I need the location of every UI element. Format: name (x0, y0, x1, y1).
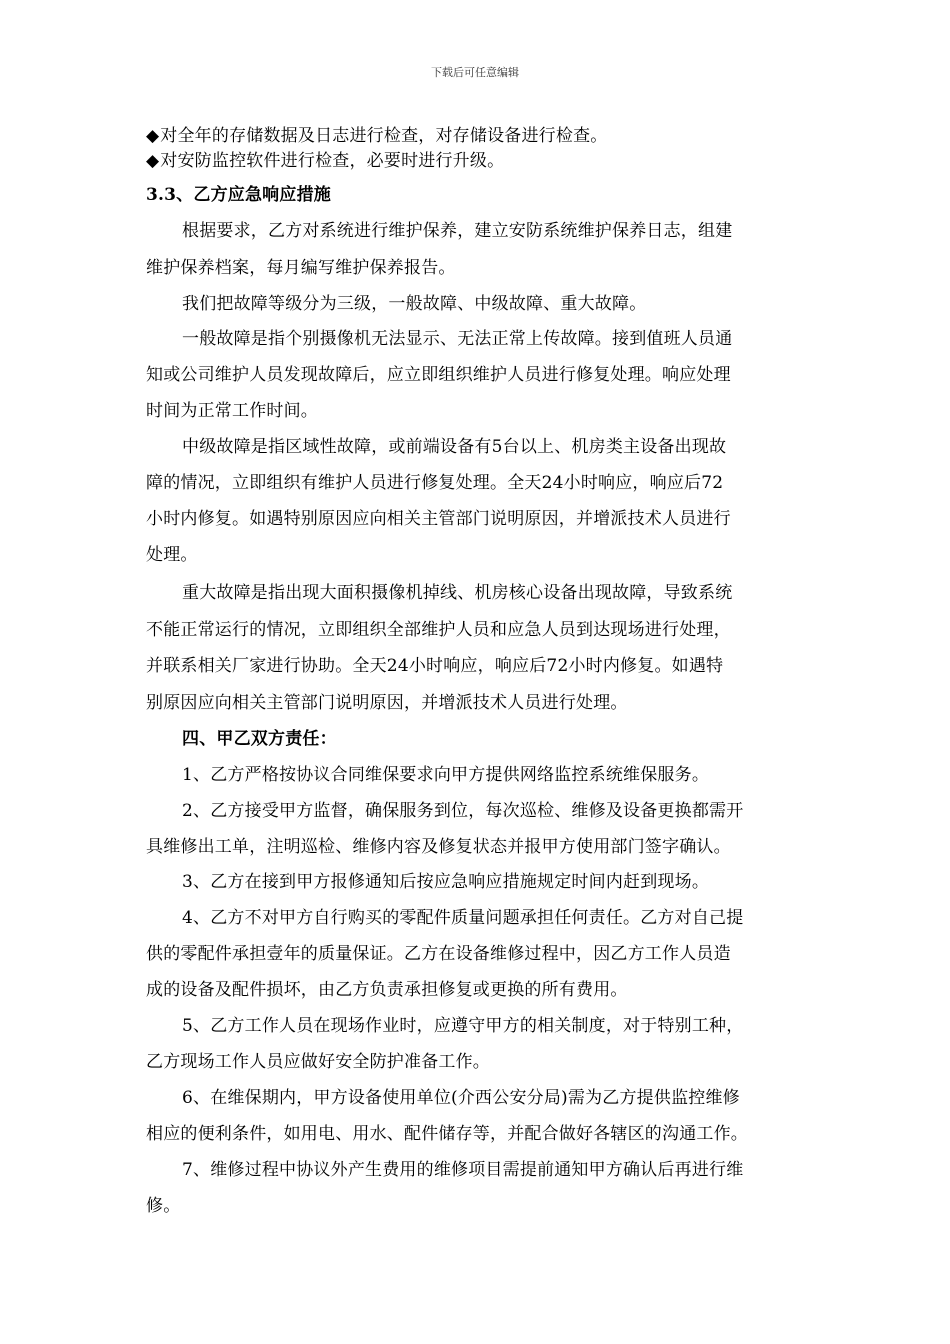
bullet-item (146, 124, 806, 148)
paragraph-line: 成的设备及配件损坏，由乙方负责承担修复或更换的所有费用。 (146, 980, 628, 1000)
bullet-text: 对安防监控软件进行检查，必要时进行升级。 (160, 151, 505, 171)
section-heading-3-3: 3.3、乙方应急响应措施 (146, 185, 331, 205)
paragraph-line: 4、乙方不对甲方自行购买的零配件质量问题承担任何责任。乙方对自己提 (182, 908, 744, 928)
paragraph-line: 重大故障是指出现大面积摄像机掉线、机房核心设备出现故障，导致系统 (182, 583, 733, 603)
paragraph-line: 并联系相关厂家进行协助。全天24小时响应，响应后72小时内修复。如遇特 (146, 656, 724, 676)
paragraph-line: 时间为正常工作时间。 (146, 401, 318, 421)
bullet-text: 对全年的存储数据及日志进行检查，对存储设备进行检查。 (160, 126, 608, 146)
paragraph-line: 供的零配件承担壹年的质量保证。乙方在设备维修过程中，因乙方工作人员造 (146, 944, 731, 964)
paragraph-line: 中级故障是指区域性故障，或前端设备有5台以上、机房类主设备出现故 (182, 437, 727, 457)
paragraph-line: 5、乙方工作人员在现场作业时，应遵守甲方的相关制度，对于特别工种， (182, 1016, 744, 1036)
bullet-item (146, 149, 806, 173)
paragraph-line: 别原因应向相关主管部门说明原因，并增派技术人员进行处理。 (146, 693, 628, 713)
paragraph-line: 7、维修过程中协议外产生费用的维修项目需提前通知甲方确认后再进行维 (182, 1160, 744, 1180)
paragraph-line: 2、乙方接受甲方监督，确保服务到位，每次巡检、维修及设备更换都需开 (182, 801, 744, 821)
paragraph-line: 3、乙方在接到甲方报修通知后按应急响应措施规定时间内赶到现场。 (182, 872, 710, 892)
paragraph-line: 一般故障是指个别摄像机无法显示、无法正常上传故障。接到值班人员通 (182, 329, 733, 349)
paragraph-line: 我们把故障等级分为三级，一般故障、中级故障、重大故障。 (182, 294, 647, 314)
paragraph-line: 修。 (146, 1196, 181, 1216)
paragraph-line: 维护保养档案，每月编写维护保养报告。 (146, 258, 456, 278)
paragraph-line: 障的情况，立即组织有维护人员进行修复处理。全天24小时响应，响应后72 (146, 473, 724, 493)
paragraph-line: 相应的便利条件，如用电、用水、配件储存等，并配合做好各辖区的沟通工作。 (146, 1124, 748, 1144)
paragraph-line: 乙方现场工作人员应做好安全防护准备工作。 (146, 1052, 490, 1072)
paragraph-line: 知或公司维护人员发现故障后，应立即组织维护人员进行修复处理。响应处理 (146, 365, 731, 385)
paragraph-line: 处理。 (146, 545, 198, 565)
paragraph-line: 根据要求，乙方对系统进行维护保养，建立安防系统维护保养日志，组建 (182, 221, 733, 241)
paragraph-line: 具维修出工单，注明巡检、维修内容及修复状态并报甲方使用部门签字确认。 (146, 837, 731, 857)
diamond-bullet-icon: ◆ (146, 126, 160, 146)
paragraph-line: 1、乙方严格按协议合同维保要求向甲方提供网络监控系统维保服务。 (182, 765, 710, 785)
paragraph-line: 6、在维保期内，甲方设备使用单位(介西公安分局)需为乙方提供监控维修 (182, 1088, 740, 1108)
paragraph-line: 小时内修复。如遇特别原因应向相关主管部门说明原因，并增派技术人员进行 (146, 509, 731, 529)
page-header: 下载后可任意编辑 (431, 66, 519, 79)
paragraph-line: 不能正常运行的情况，立即组织全部维护人员和应急人员到达现场进行处理， (146, 620, 731, 640)
section-heading-4: 四、甲乙双方责任： (182, 729, 337, 749)
diamond-bullet-icon: ◆ (146, 151, 160, 171)
